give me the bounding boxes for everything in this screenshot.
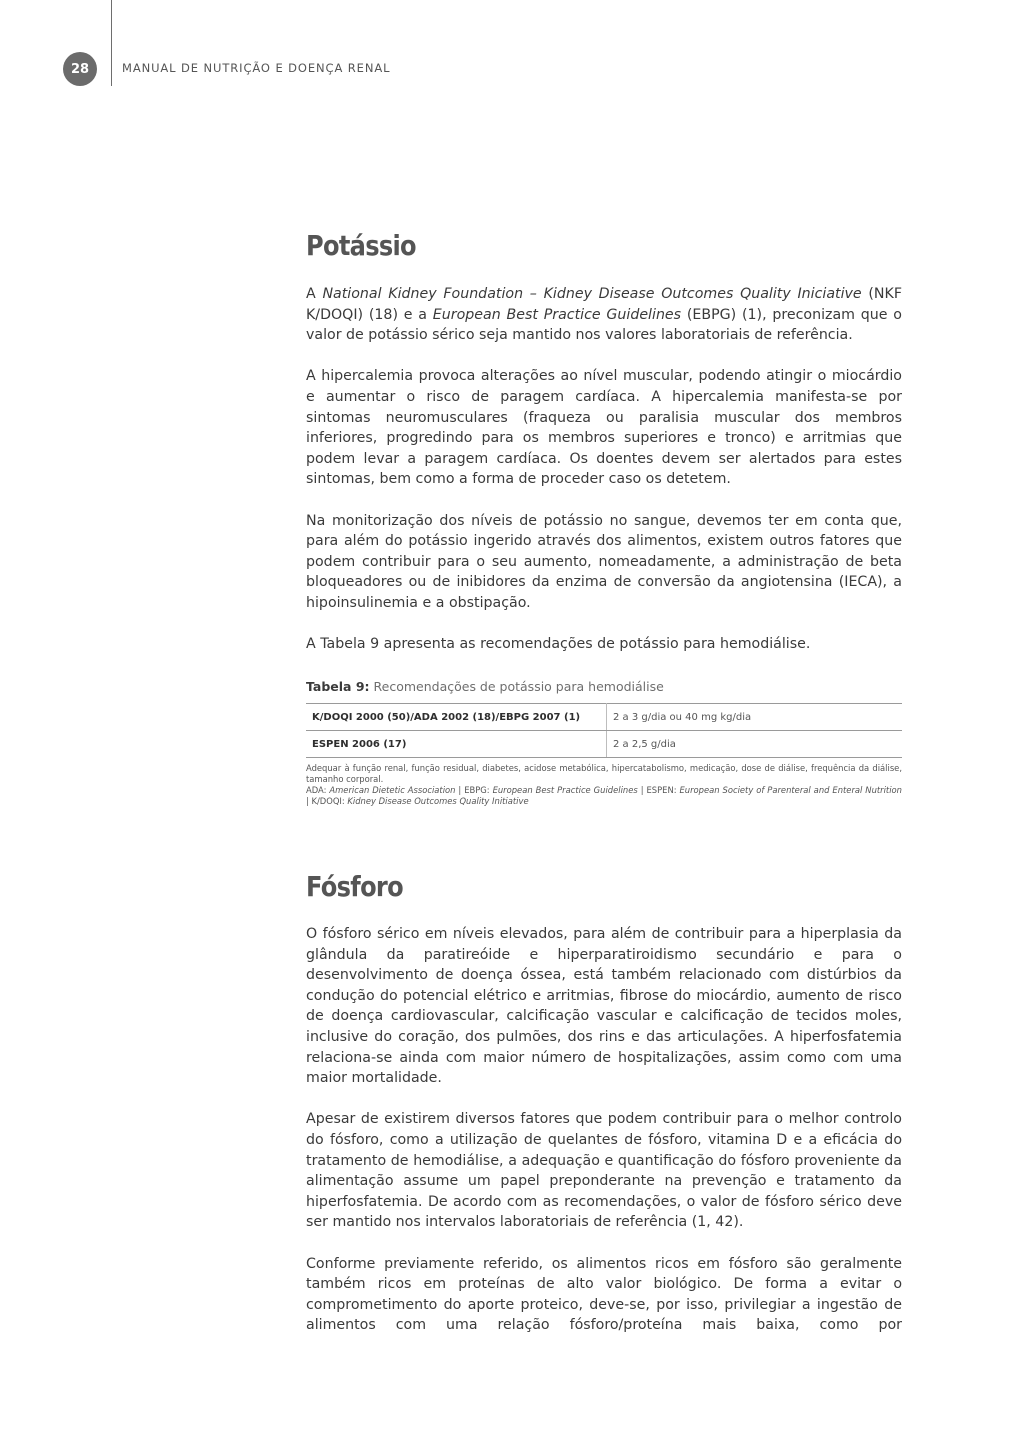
section-title-fosforo: Fósforo xyxy=(306,870,403,903)
paragraph: A Tabela 9 apresenta as recomendações de potássio para hemodiálise. xyxy=(306,636,811,653)
section-title-potassio: Potássio xyxy=(306,229,416,262)
paragraph: A hipercalemia provoca alterações ao nível muscular, podendo atingir o miocárdio e aumentar o risco de paragem cardíaca. A hipercalemia manifesta-se por sintomas neuromusculares (fraqueza ou paralisia muscular dos membros inferiores, progredindo para os membros superiores e tronco) e arritmias que podem levar a paragem cardíaca. Os doentes devem ser alertados para estes sintomas, bem como a forma de proceder caso os detetem. xyxy=(306,368,902,488)
recommendations-table xyxy=(306,703,902,758)
header-divider xyxy=(111,0,112,86)
paragraph: A National Kidney Foundation – Kidney Disease Outcomes Quality Iniciative (NKF K/DOQI) (18) e a European Best Practice Guidelines (EBPG) (1), preconizam que o valor de potássio sérico seja mantido nos valores laboratoriais de referência. xyxy=(306,286,903,344)
table-cell-value: 2 a 3 g/dia ou 40 mg kg/dia xyxy=(607,704,903,731)
table-cell-source: K/DOQI 2000 (50)/ADA 2002 (18)/EBPG 2007 (1) xyxy=(306,704,607,731)
paragraph: Conforme previamente referido, os alimentos ricos em fósforo são geralmente também ricos em proteínas de alto valor biológico. De forma a evitar o comprometimento do aporte proteico, deve-se, por isso, privilegiar a ingestão de alimentos com uma relação fósforo/proteína mais baixa, como por xyxy=(306,1255,902,1334)
page-number-badge: 28 xyxy=(63,52,97,86)
table-cell-value: 2 a 2,5 g/dia xyxy=(607,731,903,758)
table-note: Adequar à função renal, função residual, diabetes, acidose metabólica, hipercatabolismo, medicação, dose de diálise, frequência da diálise, tamanho corporal. xyxy=(306,763,902,784)
running-title: MANUAL DE NUTRIÇÃO E DOENÇA RENAL xyxy=(122,61,391,75)
table-abbreviations: ADA: American Dietetic Association | EBPG: European Best Practice Guidelines | ESPEN: European Society of Parenteral and Enteral Nutrition | K/DOQI: Kidney Disease Outcomes Quality Initiative xyxy=(306,785,902,806)
paragraph: O fósforo sérico em níveis elevados, para além de contribuir para a hiperplasia da glândula da paratireóide e hiperparatiroidismo secundário e para o desenvolvimento de doença óssea, está também relacionado com distúrbios da condução do potencial elétrico e arritmias, fibrose do miocárdio, aumento de risco de doença cardiovascular, calcificação vascular e calcificação de tecidos moles, inclusive do coração, dos pulmões, dos rins e das articulações. A hiperfosfatemia relaciona-se ainda com maior número de hospitalizações, assim como com uma maior mortalidade. xyxy=(306,926,902,1087)
section-potassio xyxy=(306,229,902,263)
paragraph: Na monitorização dos níveis de potássio no sangue, devemos ter em conta que, para além do potássio ingerido através dos alimentos, existem outros fatores que podem contribuir para o seu aumento, nomeadamente, a administração de beta bloqueadores ou de inibidores da enzima de conversão da angiotensina (IECA), a hipoinsulinemia e a obstipação. xyxy=(306,512,902,611)
table-caption: Tabela 9: Recomendações de potássio para hemodiálise xyxy=(306,679,664,694)
table-row xyxy=(306,704,902,731)
section-fosforo xyxy=(306,870,902,904)
fosforo-body xyxy=(306,924,902,1356)
table-9 xyxy=(306,679,902,807)
potassio-body xyxy=(306,284,902,675)
table-cell-source: ESPEN 2006 (17) xyxy=(306,731,607,758)
table-row xyxy=(306,731,902,758)
paragraph: Apesar de existirem diversos fatores que podem contribuir para o melhor controlo do fósforo, como a utilização de quelantes de fósforo, vitamina D e a eficácia do tratamento de hemodiálise, a adequação e quantificação do fósforo proveniente da alimentação assume um papel preponderante na prevenção e tratamento da hiperfosfatemia. De acordo com as recomendações, o valor de fósforo sérico deve ser mantido nos intervalos laboratoriais de referência (1, 42). xyxy=(306,1111,902,1231)
